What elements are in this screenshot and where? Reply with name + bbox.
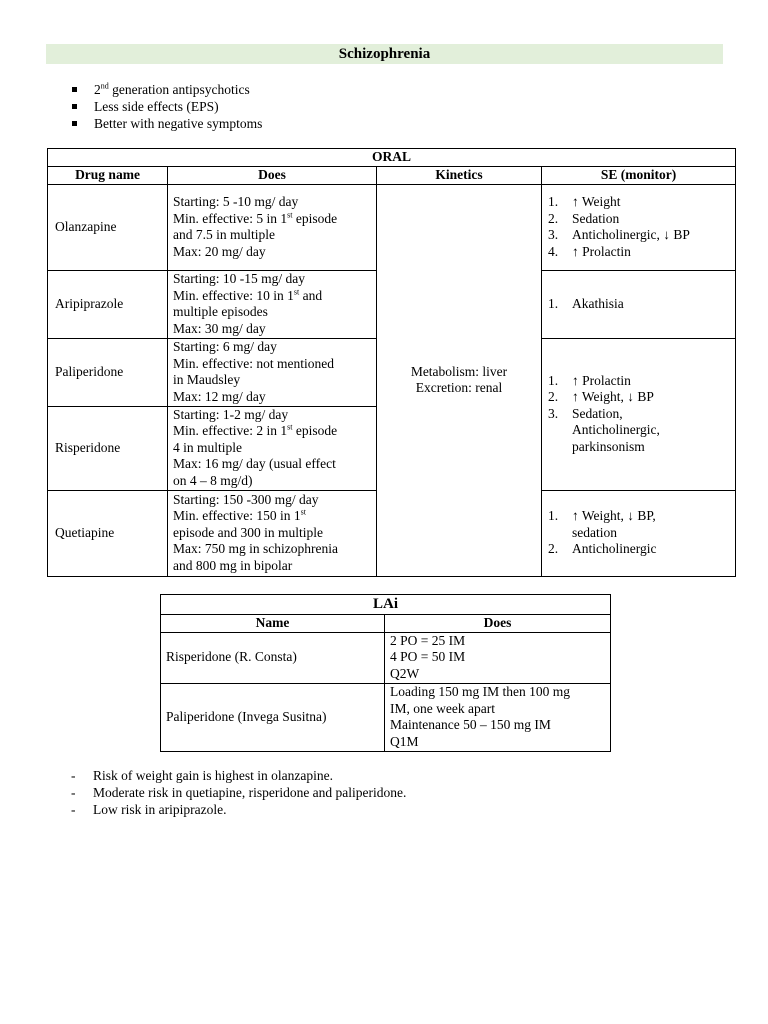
table-row <box>161 683 611 751</box>
note-item <box>70 784 406 801</box>
bullet-text: generation antipsychotics <box>108 82 250 97</box>
drug-dosing: Starting: 150 -300 mg/ day Min. effective: 150 in 1st episode and 300 in multiple Max: 750 mg in schizophrenia and 800 mg in bipolar <box>168 490 377 576</box>
table-caption: ORAL <box>48 149 736 167</box>
column-header: Drug name <box>48 167 168 185</box>
dash-bullet-icon: - <box>71 768 76 783</box>
column-header: SE (monitor) <box>542 167 736 185</box>
column-header: Kinetics <box>377 167 542 185</box>
kinetics-excretion: Excretion: renal <box>415 380 503 395</box>
drug-name: Aripiprazole <box>48 270 168 338</box>
intro-bullet-list <box>70 81 262 132</box>
page-title: Schizophrenia <box>46 44 723 64</box>
side-effects-cell: 1. Akathisia <box>542 270 736 338</box>
square-bullet-icon <box>72 104 77 109</box>
table-row <box>161 632 611 683</box>
lai-table <box>160 594 611 752</box>
square-bullet-icon <box>72 87 77 92</box>
note-text: Risk of weight gain is highest in olanzapine. <box>93 768 333 783</box>
kinetics-metabolism: Metabolism: liver <box>410 363 508 379</box>
side-effects-cell: 1. ↑ Weight, ↓ BP, sedation 2. Anticholinergic <box>542 490 736 576</box>
square-bullet-icon <box>72 121 77 126</box>
side-effects-cell: 1. ↑ Prolactin 2. ↑ Weight, ↓ BP 3. Sedation, Anticholinergic, parkinsonism <box>542 338 736 490</box>
kinetics-cell <box>377 184 542 576</box>
bullet-text: Less side effects (EPS) <box>94 99 219 114</box>
dash-bullet-icon: - <box>71 802 76 817</box>
drug-name: Quetiapine <box>48 490 168 576</box>
dash-bullet-icon: - <box>71 785 76 800</box>
note-item <box>70 767 406 784</box>
lai-drug-name: Risperidone (R. Consta) <box>161 632 385 683</box>
bullet-text: 2 <box>94 82 101 97</box>
note-text: Moderate risk in quetiapine, risperidone and paliperidone. <box>93 785 407 800</box>
note-item <box>70 801 406 818</box>
drug-name: Paliperidone <box>48 338 168 406</box>
drug-dosing: Starting: 5 -10 mg/ day Min. effective: 5 in 1st episode and 7.5 in multiple Max: 20 mg/ day <box>168 184 377 270</box>
lai-drug-name: Paliperidone (Invega Susitna) <box>161 683 385 751</box>
note-text: Low risk in aripiprazole. <box>93 802 227 817</box>
table-caption: LAi <box>161 595 611 615</box>
lai-dosing: 2 PO = 25 IM 4 PO = 50 IM Q2W <box>385 632 611 683</box>
bullet-item <box>70 98 262 115</box>
lai-dosing: Loading 150 mg IM then 100 mg IM, one week apart Maintenance 50 – 150 mg IM Q1M <box>385 683 611 751</box>
oral-drugs-table <box>47 148 736 577</box>
column-header: Does <box>385 615 611 633</box>
superscript: nd <box>100 81 109 91</box>
notes-list <box>70 767 406 818</box>
bullet-item <box>70 115 262 132</box>
table-row <box>48 184 736 270</box>
drug-dosing: Starting: 6 mg/ day Min. effective: not mentioned in Maudsley Max: 12 mg/ day <box>168 338 377 406</box>
column-header: Does <box>168 167 377 185</box>
bullet-item <box>70 81 262 98</box>
side-effects-cell: 1. ↑ Weight 2. Sedation 3. Anticholinergic, ↓ BP 4. ↑ Prolactin <box>542 184 736 270</box>
drug-name: Olanzapine <box>48 184 168 270</box>
column-header: Name <box>161 615 385 633</box>
drug-dosing: Starting: 1-2 mg/ day Min. effective: 2 in 1st episode 4 in multiple Max: 16 mg/ day (usual effect on 4 – 8 mg/d) <box>168 406 377 490</box>
drug-dosing: Starting: 10 -15 mg/ day Min. effective: 10 in 1st and multiple episodes Max: 30 mg/ day <box>168 270 377 338</box>
drug-name: Risperidone <box>48 406 168 490</box>
bullet-text: Better with negative symptoms <box>94 116 263 131</box>
